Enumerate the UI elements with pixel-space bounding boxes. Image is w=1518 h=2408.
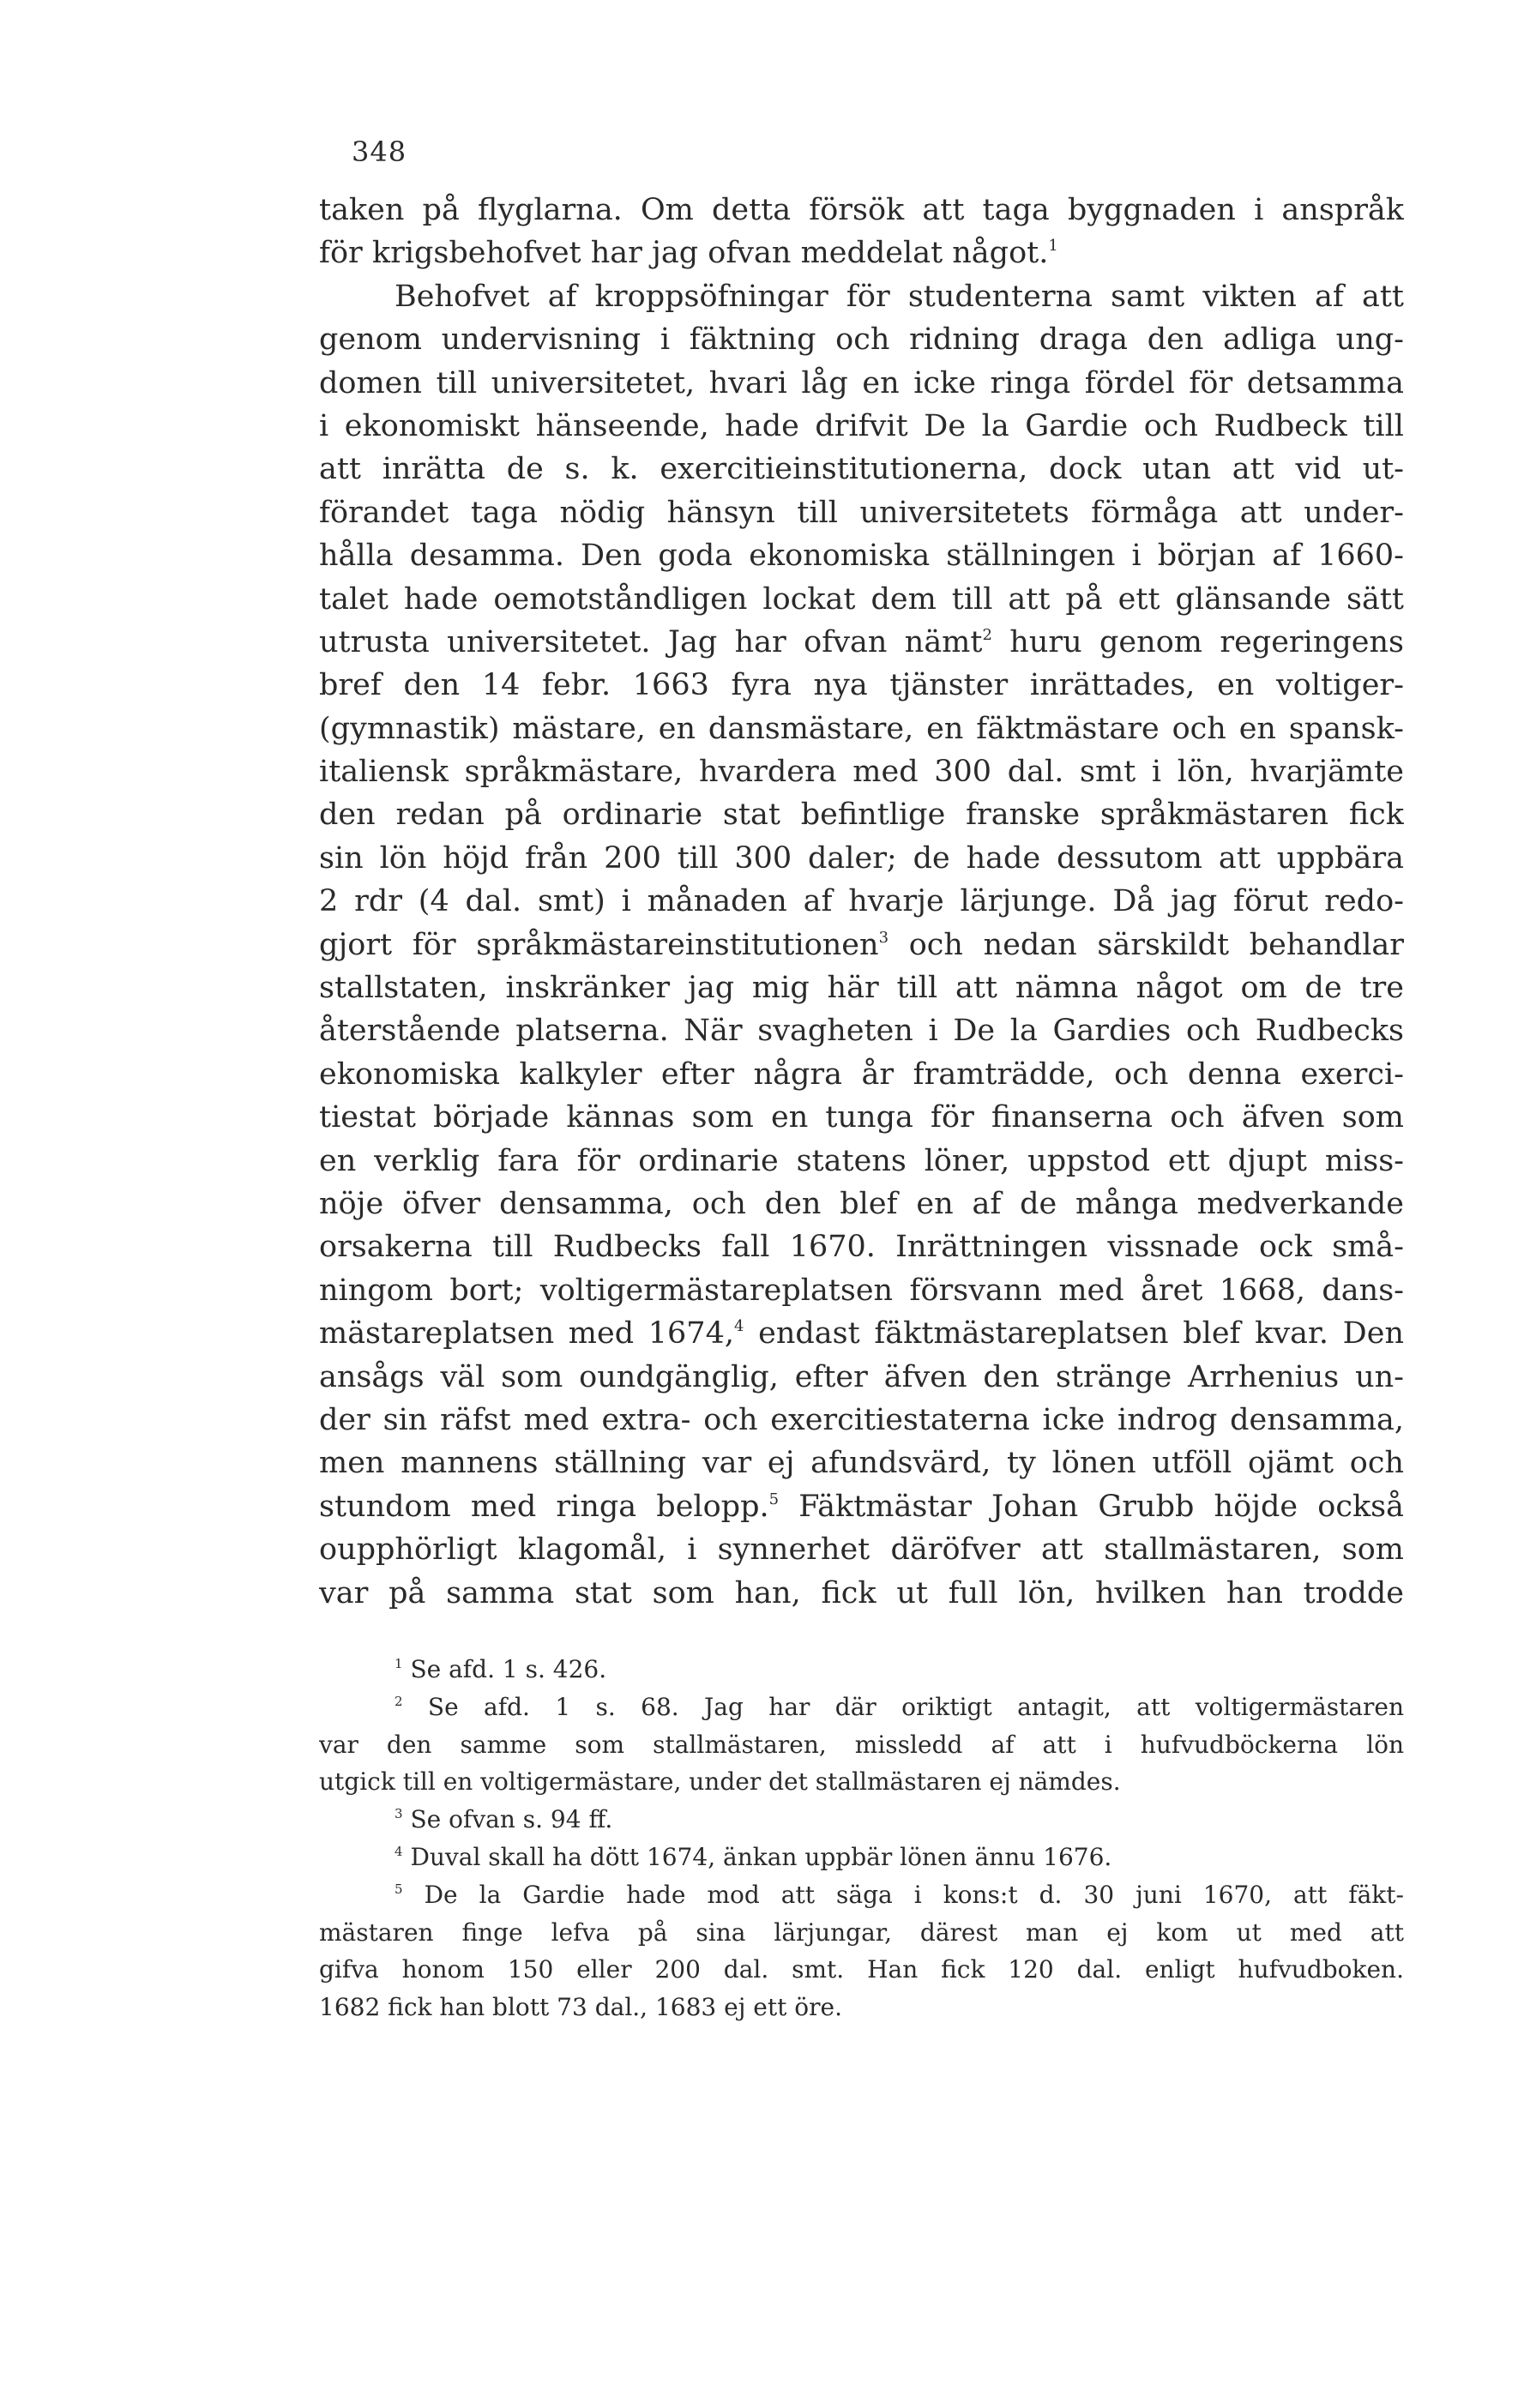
text-line	[319, 1485, 1404, 1528]
text-line	[319, 318, 1404, 361]
footnote-line	[319, 1839, 1404, 1876]
text-segment: talet hade oemotståndligen lockat dem till att på ett glänsande sätt	[319, 581, 1404, 617]
text-segment: (gymnastik) mästare, en dansmästare, en fäktmästare och en spansk-	[319, 711, 1404, 746]
text-line	[319, 189, 1404, 232]
text-segment: taken på flyglarna. Om detta försök att taga byggnaden i anspråk	[319, 193, 1404, 227]
text-line	[319, 1053, 1404, 1096]
footnotes	[319, 1651, 1404, 2026]
text-segment: utrusta universitetet. Jag har ofvan nämt	[319, 624, 983, 659]
text-segment: mästaren finge lefva på sina lärjungar, därest man ej kom ut med att	[319, 1917, 1404, 1947]
footnote-marker: 5	[395, 1881, 403, 1897]
text-line	[319, 1572, 1404, 1615]
text-segment: att inrätta de s. k. exercitieinstitutionerna, dock utan att vid ut-	[319, 452, 1404, 487]
text-line	[319, 491, 1404, 534]
text-segment: Se afd. 1 s. 68. Jag har där oriktigt antagit, att voltigermästaren	[402, 1692, 1404, 1721]
text-segment: domen till universitetet, hvari låg en icke ringa fördel för detsamma	[319, 365, 1404, 400]
text-segment: gjort för språkmästareinstitutionen	[319, 927, 879, 962]
text-segment: för krigsbehofvet har jag ofvan meddelat något.	[319, 236, 1049, 271]
text-segment: italiensk språkmästare, hvardera med 300 dal. smt i lön, hvarjämte	[319, 755, 1404, 790]
footnote-marker: 1	[395, 1656, 403, 1671]
text-segment: Se afd. 1 s. 426.	[402, 1655, 607, 1683]
text-line	[319, 578, 1404, 621]
footnote-line	[319, 1763, 1404, 1801]
text-segment: var den samme som stallmästaren, missledd af att i hufvudböckerna lön	[319, 1730, 1404, 1759]
text-segment: i ekonomiskt hänseende, hade drifvit De la Gardie och Rudbeck till	[319, 408, 1404, 443]
text-segment: Fäktmästar Johan Grubb höjde också	[779, 1489, 1404, 1524]
text-line	[319, 793, 1404, 836]
text-line	[319, 534, 1404, 577]
footnote-line	[319, 1914, 1404, 1952]
footnote-marker: 3	[395, 1806, 403, 1822]
footnote-line	[319, 1689, 1404, 1726]
text-line	[319, 837, 1404, 880]
text-segment: utgick till en voltigermästare, under det stallmästaren ej nämdes.	[319, 1767, 1121, 1797]
text-line	[319, 1140, 1404, 1183]
footnote-line	[319, 1876, 1404, 1914]
text-line	[319, 1183, 1404, 1225]
body-text	[319, 189, 1404, 1615]
footnote-line	[319, 1726, 1404, 1764]
text-segment: och nedan särskildt behandlar	[889, 927, 1404, 962]
text-line	[319, 707, 1404, 750]
text-segment: nöje öfver densamma, och den blef en af de många medverkande	[319, 1186, 1404, 1221]
text-segment: oupphörligt klagomål, i synnerhet däröfver att stallmästaren, som	[319, 1532, 1404, 1568]
text-segment: återstående platserna. När svagheten i De la Gardies och Rudbecks	[319, 1014, 1404, 1049]
text-segment: huru genom regeringens	[991, 624, 1404, 659]
footnote-marker: 2	[982, 625, 992, 644]
footnote-marker: 1	[1048, 237, 1058, 256]
footnote-marker: 3	[878, 928, 889, 947]
text-segment: den redan på ordinarie stat befintlige franske språkmästaren fick	[319, 798, 1404, 833]
footnote-marker: 5	[768, 1490, 780, 1508]
text-line	[319, 1528, 1404, 1571]
text-segment: ansågs väl som oundgänglig, efter äfven den stränge Arrhenius un-	[319, 1359, 1404, 1394]
text-segment: De la Gardie hade mod att säga i kons:t d. 30 juni 1670, att fäkt-	[402, 1880, 1404, 1909]
text-segment: hålla desamma. Den goda ekonomiska ställningen i början af 1660-	[319, 539, 1404, 574]
text-segment: förandet taga nödig hänsyn till universitetets förmåga att under-	[319, 495, 1404, 530]
text-line	[319, 1009, 1404, 1052]
text-line	[319, 1442, 1404, 1484]
text-line	[319, 880, 1404, 923]
text-line	[319, 1225, 1404, 1268]
footnote-marker: 4	[733, 1317, 744, 1336]
text-segment: bref den 14 febr. 1663 fyra nya tjänster inrättades, en voltiger-	[319, 668, 1404, 703]
text-segment: stallstaten, inskränker jag mig här till att nämna något om de tre	[319, 971, 1404, 1006]
text-line	[319, 924, 1404, 966]
text-line	[319, 750, 1404, 793]
text-segment: der sin räfst med extra- och exercitiestaterna icke indrog densamma,	[319, 1402, 1404, 1437]
text-segment: tiestat började kännas som en tunga för finanserna och äfven som	[319, 1100, 1404, 1135]
text-line	[319, 1269, 1404, 1312]
text-segment: sin lön höjd från 200 till 300 daler; de hade dessutom att uppbära	[319, 840, 1404, 876]
text-segment: Behofvet af kroppsöfningar för studenterna samt vikten af att	[395, 279, 1404, 314]
text-segment: mästareplatsen med 1674,	[319, 1316, 734, 1351]
text-line	[319, 232, 1404, 274]
footnote-line	[319, 1801, 1404, 1839]
footnote-marker: 4	[395, 1843, 403, 1859]
text-segment: en verklig fara för ordinarie statens löner, uppstod ett djupt miss-	[319, 1143, 1404, 1178]
text-segment: Duval skall ha dött 1674, änkan uppbär lönen ännu 1676.	[402, 1842, 1112, 1871]
text-line	[319, 621, 1404, 664]
text-line	[319, 275, 1404, 318]
text-segment: men mannens ställning var ej afundsvärd, ty lönen utföll ojämt och	[319, 1446, 1404, 1481]
text-line	[319, 1399, 1404, 1442]
text-line	[319, 966, 1404, 1009]
text-line	[319, 1356, 1404, 1399]
text-segment: Se ofvan s. 94 ff.	[402, 1805, 613, 1834]
text-line	[319, 405, 1404, 448]
text-segment: orsakerna till Rudbecks fall 1670. Inrättningen vissnade ock små-	[319, 1230, 1404, 1265]
text-line	[319, 664, 1404, 707]
text-line	[319, 448, 1404, 491]
text-segment: 2 rdr (4 dal. smt) i månaden af hvarje lärjunge. Då jag förut redo-	[319, 884, 1404, 919]
page-number: 348	[352, 135, 407, 168]
text-line	[319, 1096, 1404, 1139]
text-line	[319, 362, 1404, 405]
text-segment: gifva honom 150 eller 200 dal. smt. Han fick 120 dal. enligt hufvudboken.	[319, 1955, 1404, 1984]
text-segment: stundom med ringa belopp.	[319, 1489, 769, 1524]
footnote-marker: 2	[395, 1693, 403, 1709]
footnote-line	[319, 1951, 1404, 1989]
text-segment: ningom bort; voltigermästareplatsen försvann med året 1668, dans-	[319, 1273, 1404, 1308]
text-segment: 1682 fick han blott 73 dal., 1683 ej ett öre.	[319, 1993, 842, 2022]
text-segment: ekonomiska kalkyler efter några år framträdde, och denna exerci-	[319, 1057, 1404, 1092]
text-segment: var på samma stat som han, fick ut full lön, hvilken han trodde	[319, 1575, 1404, 1610]
footnote-line	[319, 1989, 1404, 2026]
text-line	[319, 1312, 1404, 1355]
text-segment: endast fäktmästareplatsen blef kvar. Den	[744, 1316, 1404, 1351]
footnote-line	[319, 1651, 1404, 1689]
text-segment: genom undervisning i fäktning och ridning draga den adliga ung-	[319, 322, 1404, 358]
